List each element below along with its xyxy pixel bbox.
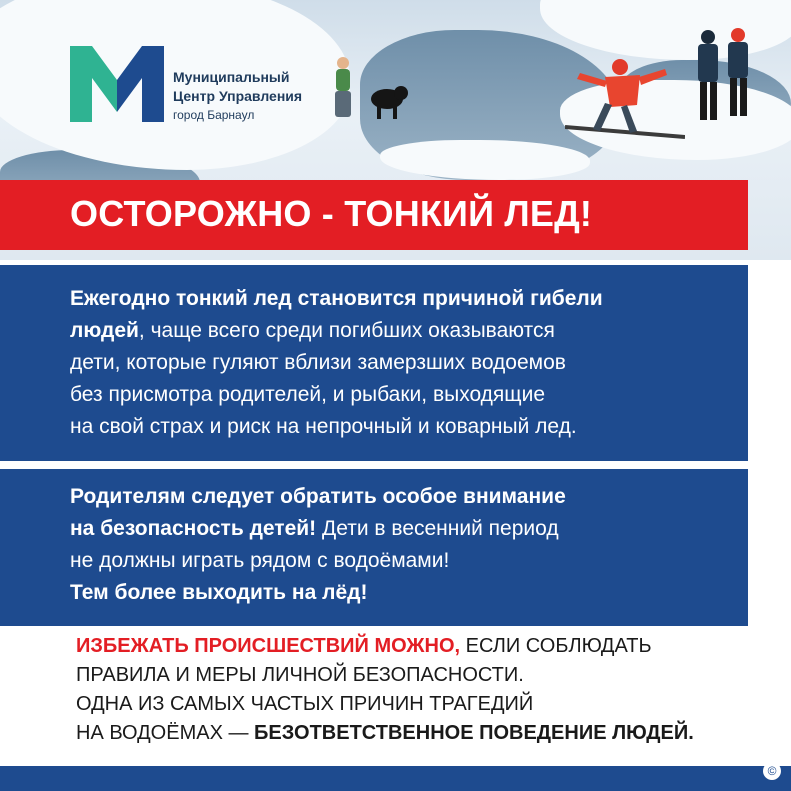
safety-rules-text [76, 632, 694, 748]
panel2-line4: Тем более выходить на лёд! [70, 581, 368, 604]
logo-text [173, 68, 302, 125]
panel1-line1: Ежегодно тонкий лед становится причиной гибели [70, 287, 603, 310]
bottom-line4-prefix: НА ВОДОЁМАХ — [76, 722, 255, 744]
bottom-line2: ПРАВИЛА И МЕРЫ ЛИЧНОЙ БЕЗОПАСНОСТИ. [76, 664, 524, 686]
panel1-line2-bold: людей [70, 319, 139, 342]
panel1-line2-rest: , чаще всего среди погибших оказываются [138, 319, 555, 342]
panel2-line2-rest: Дети в весенний период [316, 517, 559, 540]
panel-text [70, 481, 566, 609]
bottom-line3: ОДНА ИЗ САМЫХ ЧАСТЫХ ПРИЧИН ТРАГЕДИЙ [76, 693, 534, 715]
ice-floe [380, 140, 590, 180]
panel1-line5: на свой страх и риск на непрочный и коварный лед. [70, 415, 577, 438]
jumping-child-figure [565, 55, 685, 150]
warning-banner [0, 180, 748, 250]
child-with-dog-figure [325, 55, 415, 125]
logo-line-2: Центр Управления [173, 88, 303, 104]
panel1-line3: дети, которые гуляют вблизи замерзших водоемов [70, 351, 566, 374]
panel2-line2-bold: на безопасность детей! [70, 517, 317, 540]
municipal-center-logo [70, 46, 310, 126]
standing-children-figure [690, 25, 760, 125]
bottom-line1-rest: ЕСЛИ СОБЛЮДАТЬ [460, 635, 652, 657]
panel2-line3: не должны играть рядом с водоёмами! [70, 549, 450, 572]
logo-line-3: город Барнаул [173, 108, 255, 122]
logo-mark-icon [70, 46, 164, 122]
footer-bar [0, 766, 791, 791]
logo-line-1: Муниципальный [173, 69, 290, 85]
info-panel-parents [0, 469, 748, 626]
panel1-line4: без присмотра родителей, и рыбаки, выходящие [70, 383, 545, 406]
banner-title: ОСТОРОЖНО - ТОНКИЙ ЛЕД! [70, 193, 593, 234]
bottom-line1-red: ИЗБЕЖАТЬ ПРОИСШЕСТВИЙ МОЖНО, [76, 635, 461, 657]
copyright-icon: © [763, 762, 781, 780]
panel-text [70, 283, 603, 443]
bottom-line4-bold: БЕЗОТВЕТСТВЕННОЕ ПОВЕДЕНИЕ ЛЮДЕЙ. [254, 722, 694, 744]
info-panel-ice-danger [0, 265, 748, 461]
panel2-line1: Родителям следует обратить особое внимание [70, 485, 566, 508]
